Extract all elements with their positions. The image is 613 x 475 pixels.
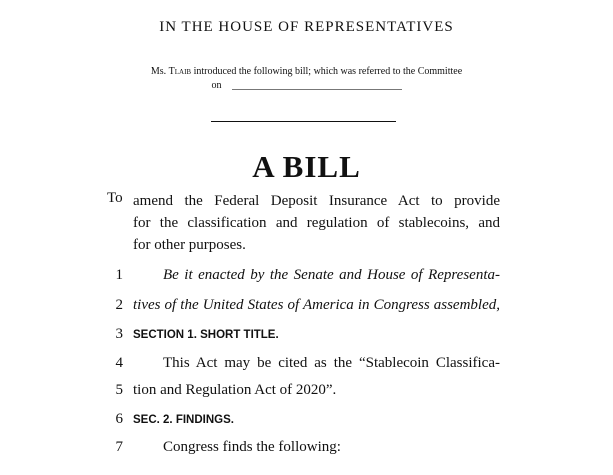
chamber-heading: IN THE HOUSE OF REPRESENTATIVES — [159, 19, 454, 35]
committee-line — [0, 80, 613, 91]
line-number: 6 — [115, 411, 123, 427]
intro-prefix: Ms. — [150, 66, 167, 77]
line-number: 7 — [115, 439, 123, 455]
short-title-line-1: This Act may be cited as the “Stablecoin Classifica- — [163, 355, 500, 371]
short-title-line-2: tion and Regulation Act of 2020”. — [133, 382, 337, 398]
enacting-clause-line-1: Be it enacted by the Senate and House of Representa- — [163, 267, 500, 283]
line-number: 3 — [115, 326, 123, 342]
intro-text: introduced the following bill; which was referred to the Committee — [193, 66, 463, 77]
sponsor-name: Tlaib — [168, 66, 192, 77]
section-1-heading: SECTION 1. SHORT TITLE. — [133, 329, 279, 341]
enacting-clause-line-2: tives of the United States of America in Congress assembled, — [133, 297, 500, 313]
line-number: 4 — [115, 355, 123, 371]
section-2-heading: SEC. 2. FINDINGS. — [133, 414, 234, 426]
purpose-line-3: for other purposes. — [133, 237, 246, 253]
purpose-to: To — [107, 190, 123, 206]
committee-blank — [232, 89, 402, 90]
findings-line: Congress finds the following: — [163, 439, 341, 455]
purpose-line-1: amend the Federal Deposit Insurance Act to provide — [133, 193, 500, 209]
title-rule — [211, 121, 396, 122]
line-number: 5 — [115, 382, 123, 398]
introduction-line — [0, 66, 613, 77]
purpose-line-2: for the classification and regulation of stablecoins, and — [133, 215, 500, 231]
purpose-text — [133, 190, 500, 256]
bill-title: A BILL — [252, 149, 361, 184]
line-number: 2 — [115, 297, 123, 313]
line-number: 1 — [115, 267, 123, 283]
on-label: on — [211, 80, 222, 91]
